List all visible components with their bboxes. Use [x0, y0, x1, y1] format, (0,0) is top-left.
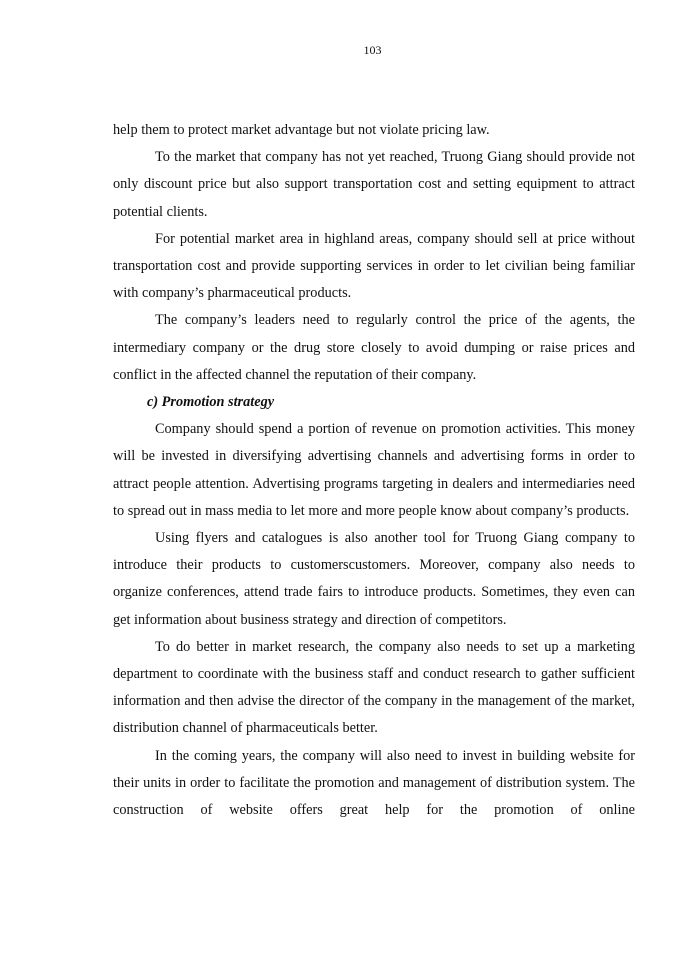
paragraph-flyers-catalogues: Using flyers and catalogues is also another tool for Truong Giang company to introduce their products to customerscustomers. Moreover, company also needs to organize conferences, attend trade fairs to introduce products. Sometimes, they even can get information about business strategy and direction of competitors.: [113, 530, 635, 628]
paragraph-price-control: The company’s leaders need to regularly control the price of the agents, the intermediary company or the drug store closely to avoid dumping or raise prices and conflict in the affected channel the reputation of their company.: [113, 312, 635, 383]
paragraph-highland-market: For potential market area in highland areas, company should sell at price without transportation cost and provide supporting services in order to let civilian being familiar with company’s pharmaceutical products.: [113, 230, 635, 302]
page-number: 103: [363, 43, 382, 57]
paragraph-revenue-promotion: Company should spend a portion of revenue on promotion activities. This money will be invested in diversifying advertising channels and advertising forms in order to attract people attention. Advertising programs targeting in dealers and intermediaries need to spread out in mass media to let more and more people know about company’s products.: [113, 421, 635, 519]
paragraph-unreached-market: To the market that company has not yet reached, Truong Giang should provide not only discount price but also support transportation cost and setting equipment to attract potential clients.: [113, 149, 635, 220]
section-heading-promotion-strategy: c) Promotion strategy: [147, 394, 275, 411]
paragraph-website: In the coming years, the company will also need to invest in building website for their units in order to facilitate the promotion and management of distribution system. The construction of website offers great help for the promotion of online: [113, 747, 635, 819]
paragraph-continuation: help them to protect market advantage but not violate pricing law.: [113, 122, 490, 138]
document-body: [113, 117, 635, 824]
paragraph-market-research: To do better in market research, the company also needs to set up a marketing department to coordinate with the business staff and conduct research to gather sufficient information and then advise the director of the company in the management of the market, distribution channel of pharmaceuticals better.: [113, 638, 635, 737]
